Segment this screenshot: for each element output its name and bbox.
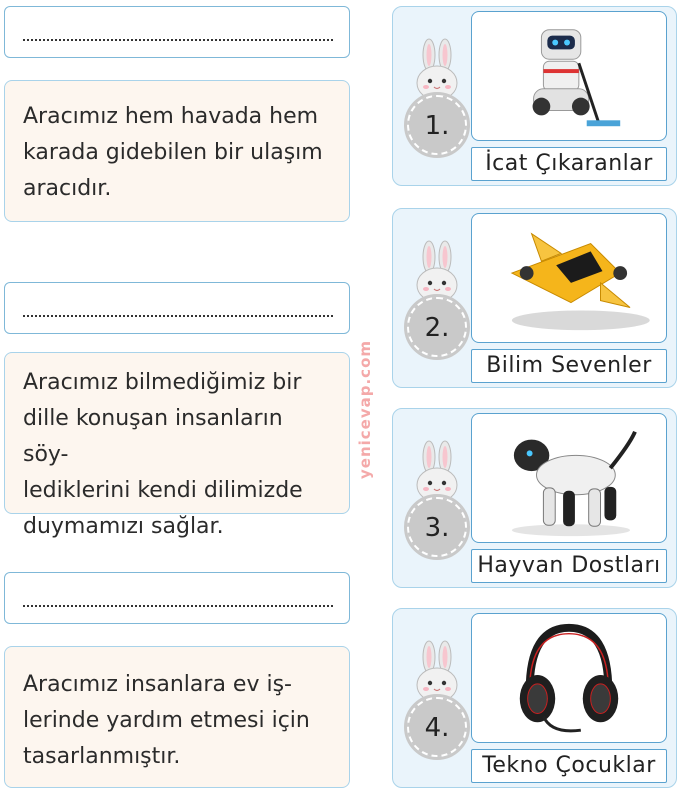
description-line: lediklerini kendi dilimizde bbox=[23, 478, 303, 503]
image-frame bbox=[471, 11, 667, 141]
image-frame bbox=[471, 413, 667, 543]
answer-blank-line[interactable] bbox=[23, 39, 333, 41]
card-2[interactable] bbox=[392, 208, 677, 388]
card-1[interactable] bbox=[392, 6, 677, 186]
description-line: Aracımız hem havada hem bbox=[23, 104, 319, 129]
description-line: duymamızı sağlar. bbox=[23, 514, 224, 539]
robot-dog-icon bbox=[472, 414, 666, 542]
number-badge bbox=[405, 37, 469, 167]
image-frame bbox=[471, 613, 667, 743]
answer-box-2[interactable] bbox=[4, 282, 350, 334]
description-line: Aracımız bilmediğimiz bir bbox=[23, 370, 302, 395]
description-box-2 bbox=[4, 352, 350, 539]
headphones-icon bbox=[472, 614, 666, 742]
card-4[interactable] bbox=[392, 608, 677, 788]
cleaning-robot-icon bbox=[472, 12, 666, 140]
card-label: İcat Çıkaranlar bbox=[471, 147, 667, 181]
number-circle: 2. bbox=[407, 297, 467, 357]
card-3[interactable] bbox=[392, 408, 677, 588]
number-circle: 4. bbox=[407, 697, 467, 757]
watermark: yenicevap.com bbox=[356, 340, 374, 480]
answer-blank-line[interactable] bbox=[23, 315, 333, 317]
description-line: aracıdır. bbox=[23, 176, 112, 201]
number-circle: 3. bbox=[407, 497, 467, 557]
flying-car-icon bbox=[472, 214, 666, 342]
card-label: Bilim Sevenler bbox=[471, 349, 667, 383]
description-line: karada gidebilen bir ulaşım bbox=[23, 140, 323, 165]
number-badge bbox=[405, 639, 469, 769]
number-circle: 1. bbox=[407, 95, 467, 155]
answer-blank-line[interactable] bbox=[23, 605, 333, 607]
description-line: Aracımız insanlara ev iş- bbox=[23, 672, 292, 697]
number-badge bbox=[405, 239, 469, 369]
number-badge bbox=[405, 439, 469, 569]
description-line: dille konuşan insanların söy- bbox=[23, 406, 283, 467]
description-box-3 bbox=[4, 646, 350, 788]
card-label: Hayvan Dostları bbox=[471, 549, 667, 583]
answer-box-3[interactable] bbox=[4, 572, 350, 624]
card-label: Tekno Çocuklar bbox=[471, 749, 667, 783]
description-line: tasarlanmıştır. bbox=[23, 744, 181, 769]
answer-box-1[interactable] bbox=[4, 6, 350, 58]
image-frame bbox=[471, 213, 667, 343]
description-box-1 bbox=[4, 80, 350, 222]
description-line: lerinde yardım etmesi için bbox=[23, 708, 310, 733]
